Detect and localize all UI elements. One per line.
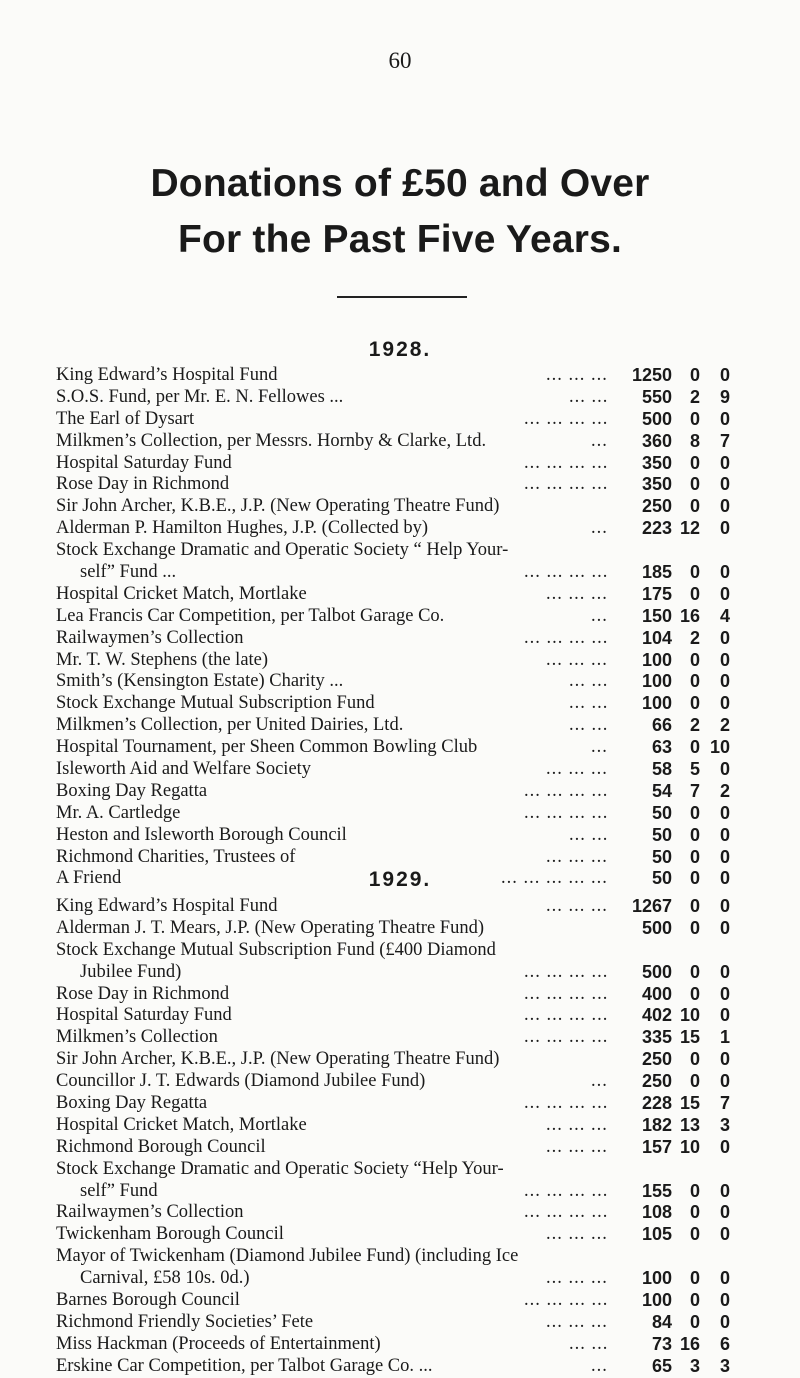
donor-label: Heston and Isleworth Borough Council [56,824,347,845]
amount-shillings: 5 [689,759,700,780]
leader-dots: ... ... ... ... [524,408,609,429]
amount-pounds: 50 [651,802,672,823]
donor-label: Hospital Cricket Match, Mortlake [56,1114,307,1135]
donation-row [56,1027,776,1049]
amount-shillings: 15 [679,1027,700,1048]
amount-shillings: 0 [689,1224,700,1245]
amount-shillings: 0 [689,408,700,429]
donor-label: Twickenham Borough Council [56,1224,284,1245]
donor-label: Stock Exchange Dramatic and Operatic Society “Help Your- [56,1158,504,1179]
amount-shillings: 3 [689,1355,700,1376]
entries-1928 [56,365,776,890]
amount-pounds: 150 [641,605,672,626]
donor-label: Milkmen’s Collection [56,1027,218,1048]
amount-pounds: 108 [641,1202,672,1223]
leader-dots: ... ... ... [546,1224,608,1245]
donation-row [56,650,776,672]
donation-row [56,1224,776,1246]
leader-dots: ... [591,605,608,626]
donation-row [56,562,776,584]
amount-pounds: 54 [651,780,672,801]
amount-pounds: 500 [641,408,672,429]
amount-pence: 0 [719,474,730,495]
amount-pence: 0 [719,452,730,473]
donor-label: Miss Hackman (Proceeds of Entertainment) [56,1333,381,1354]
donation-row [56,803,776,825]
donor-label: Carnival, £58 10s. 0d.) [80,1268,250,1289]
donation-row [56,671,776,693]
amount-pounds: 100 [641,649,672,670]
amount-shillings: 8 [689,430,700,451]
amount-pence: 0 [719,961,730,982]
donor-label: A Friend [56,868,122,889]
leader-dots: ... ... [569,1333,609,1354]
amount-shillings: 0 [689,496,700,517]
donation-row [56,606,776,628]
donation-row [56,409,776,431]
amount-pence: 0 [719,649,730,670]
amount-pounds: 58 [651,759,672,780]
donor-label: Boxing Day Regatta [56,780,208,801]
leader-dots: ... ... ... [546,1114,608,1135]
amount-shillings: 0 [689,1071,700,1092]
donor-label: Stock Exchange Mutual Subscription Fund (£400 Diamond [56,939,496,960]
amount-shillings: 0 [689,1049,700,1070]
leader-dots: ... ... ... ... [524,983,609,1004]
donor-label: Smith’s (Kensington Estate) Charity ... [56,671,344,692]
leader-dots: ... ... ... ... [524,562,609,583]
amount-shillings: 0 [689,896,700,916]
donor-label: Hospital Saturday Fund [56,452,232,473]
amount-pence: 0 [719,1268,730,1289]
amount-pounds: 400 [641,983,672,1004]
amount-pence: 0 [719,983,730,1004]
amount-pounds: 100 [641,1268,672,1289]
leader-dots: ... ... ... ... [524,452,609,473]
amount-pence: 0 [719,1202,730,1223]
donor-label: Railwaymen’s Collection [56,1202,244,1223]
donor-label: Mayor of Twickenham (Diamond Jubilee Fund) (including Ice [56,1246,519,1267]
amount-pence: 0 [719,896,730,916]
leader-dots: ... ... ... [546,846,608,867]
donation-row [56,1290,776,1312]
amount-shillings: 0 [689,868,700,889]
leader-dots: ... ... ... [546,1268,608,1289]
leader-dots: ... ... ... [546,896,608,916]
amount-pence: 3 [719,1355,730,1376]
amount-shillings: 0 [689,1290,700,1311]
donation-row [56,1268,776,1290]
amount-shillings: 0 [689,824,700,845]
amount-pence: 0 [719,846,730,867]
amount-pounds: 50 [651,846,672,867]
donation-row [56,365,776,387]
amount-pounds: 100 [641,1290,672,1311]
amount-pounds: 250 [641,496,672,517]
amount-pounds: 550 [641,386,672,407]
amount-pence: 0 [719,1224,730,1245]
leader-dots: ... ... ... ... [524,1093,609,1114]
amount-pounds: 50 [651,868,672,889]
amount-shillings: 0 [689,737,700,758]
amount-shillings: 0 [689,917,700,938]
donor-label: Barnes Borough Council [56,1290,240,1311]
amount-pounds: 175 [641,583,672,604]
leader-dots: ... [591,518,608,539]
amount-pence: 1 [719,1027,730,1048]
leader-dots: ... ... ... [546,759,608,780]
donation-row [56,431,776,453]
leader-dots: ... ... ... [546,1311,608,1332]
amount-pounds: 157 [641,1136,672,1157]
leader-dots: ... ... ... ... ... [501,868,608,889]
donation-row [56,496,776,518]
amount-pounds: 104 [641,627,672,648]
amount-shillings: 0 [689,583,700,604]
leader-dots: ... ... ... ... [524,780,609,801]
amount-pounds: 250 [641,1071,672,1092]
amount-pounds: 66 [651,715,672,736]
donor-label: Hospital Cricket Match, Mortlake [56,583,307,604]
page-heading-line2: For the Past Five Years. [177,218,623,261]
donor-label: King Edward’s Hospital Fund [56,365,278,385]
donor-label: Jubilee Fund) [80,961,182,982]
donor-label: Mr. T. W. Stephens (the late) [56,649,269,670]
donor-label: Isleworth Aid and Welfare Society [56,759,312,780]
amount-pence: 0 [719,671,730,692]
leader-dots: ... ... ... ... [524,1027,609,1048]
amount-pounds: 335 [641,1027,672,1048]
amount-shillings: 0 [689,649,700,670]
entries-1929 [56,896,776,1378]
amount-pounds: 250 [641,1049,672,1070]
donor-label: Mr. A. Cartledge [56,802,181,823]
donation-row [56,453,776,475]
amount-shillings: 0 [689,693,700,714]
leader-dots: ... ... ... [546,649,608,670]
page-heading-line1: Donations of £50 and Over [150,162,650,205]
leader-dots: ... ... ... ... [524,627,609,648]
donation-row [56,584,776,606]
donation-row [56,781,776,803]
donation-row [56,628,776,650]
amount-pence: 0 [719,1049,730,1070]
donation-row [56,1312,776,1334]
amount-pounds: 402 [641,1005,672,1026]
donor-label: Sir John Archer, K.B.E., J.P. (New Operating Theatre Fund) [56,1049,500,1070]
donation-row [56,518,776,540]
amount-pounds: 500 [641,917,672,938]
donor-label: Richmond Friendly Societies’ Fete [56,1311,314,1332]
amount-shillings: 16 [679,1333,700,1354]
amount-pence: 0 [719,408,730,429]
amount-pence: 0 [719,1136,730,1157]
amount-pence: 0 [719,1180,730,1201]
donor-label: King Edward’s Hospital Fund [56,896,278,916]
amount-pence: 0 [719,802,730,823]
leader-dots: ... [591,1355,608,1376]
donation-row [56,1115,776,1137]
donation-row [56,540,776,562]
donor-label: Alderman J. T. Mears, J.P. (New Operating Theatre Fund) [56,917,484,938]
amount-shillings: 2 [689,715,700,736]
donation-row [56,1181,776,1203]
amount-pounds: 100 [641,693,672,714]
amount-pence: 0 [719,759,730,780]
donation-row [56,1005,776,1027]
amount-pounds: 65 [651,1355,672,1376]
donor-label: Railwaymen’s Collection [56,627,244,648]
amount-shillings: 10 [679,1005,700,1026]
amount-shillings: 0 [689,961,700,982]
amount-pence: 7 [719,1093,730,1114]
amount-shillings: 2 [689,386,700,407]
donation-row [56,693,776,715]
donor-label: Alderman P. Hamilton Hughes, J.P. (Collected by) [56,518,429,539]
donation-row [56,1159,776,1181]
amount-pence: 7 [719,430,730,451]
amount-pence: 0 [719,1290,730,1311]
amount-shillings: 0 [689,983,700,1004]
donor-label: Boxing Day Regatta [56,1093,208,1114]
amount-pence: 0 [719,917,730,938]
donation-row [56,896,776,918]
donor-label: Richmond Charities, Trustees of [56,846,296,867]
amount-shillings: 0 [689,846,700,867]
amount-pounds: 182 [641,1114,672,1135]
amount-pence: 0 [719,365,730,385]
amount-pounds: 1267 [631,896,672,916]
donor-label: Rose Day in Richmond [56,474,230,495]
leader-dots: ... ... ... ... [524,474,609,495]
donor-label: Rose Day in Richmond [56,983,230,1004]
leader-dots: ... ... [569,386,609,407]
amount-pence: 0 [719,1311,730,1332]
amount-pounds: 84 [651,1311,672,1332]
amount-pounds: 223 [641,518,672,539]
donation-row [56,847,776,869]
donation-row [56,940,776,962]
donation-row [56,1334,776,1356]
leader-dots: ... ... ... ... [524,802,609,823]
amount-shillings: 0 [689,1202,700,1223]
leader-dots: ... ... [569,693,609,714]
leader-dots: ... [591,430,608,451]
amount-shillings: 13 [679,1114,700,1135]
leader-dots: ... ... ... ... [524,1180,609,1201]
amount-pence: 6 [719,1333,730,1354]
amount-pence: 2 [719,715,730,736]
amount-shillings: 10 [679,1136,700,1157]
amount-pounds: 50 [651,824,672,845]
amount-shillings: 16 [679,605,700,626]
donation-row [56,1202,776,1224]
donation-row [56,715,776,737]
leader-dots: ... ... ... [546,583,608,604]
amount-shillings: 0 [689,1180,700,1201]
leader-dots: ... ... ... ... [524,1005,609,1026]
leader-dots: ... ... [569,824,609,845]
leader-dots: ... ... ... ... [524,1290,609,1311]
donor-label: Lea Francis Car Competition, per Talbot Garage Co. [56,605,445,626]
leader-dots: ... ... ... ... [524,961,609,982]
donation-row [56,1137,776,1159]
amount-shillings: 0 [689,671,700,692]
amount-pounds: 155 [641,1180,672,1201]
amount-shillings: 0 [689,1311,700,1332]
amount-pence: 9 [719,386,730,407]
leader-dots: ... ... ... [546,365,608,385]
amount-pence: 4 [719,605,730,626]
amount-pence: 0 [719,693,730,714]
amount-pounds: 500 [641,961,672,982]
donation-row [56,759,776,781]
amount-pence: 2 [719,780,730,801]
amount-pounds: 350 [641,474,672,495]
donation-row [56,984,776,1006]
amount-shillings: 2 [689,627,700,648]
donation-row [56,962,776,984]
amount-pounds: 63 [651,737,672,758]
donor-label: Stock Exchange Mutual Subscription Fund [56,693,375,714]
donor-label: Milkmen’s Collection, per United Dairies, Ltd. [56,715,404,736]
amount-pence: 0 [719,518,730,539]
leader-dots: ... ... [569,715,609,736]
year-heading-1929: 1929. [368,868,432,891]
donor-label: Erskine Car Competition, per Talbot Garage Co. ... [56,1355,433,1376]
amount-shillings: 7 [689,780,700,801]
amount-shillings: 0 [689,365,700,385]
amount-shillings: 0 [689,562,700,583]
donor-label: S.O.S. Fund, per Mr. E. N. Fellowes ... [56,386,344,407]
donor-label: self” Fund ... [80,562,177,583]
amount-shillings: 0 [689,452,700,473]
amount-pence: 3 [719,1114,730,1135]
year-heading-1928: 1928. [368,338,432,361]
amount-pence: 0 [719,496,730,517]
donation-row [56,825,776,847]
donation-row [56,387,776,409]
amount-shillings: 15 [679,1093,700,1114]
donor-label: Sir John Archer, K.B.E., J.P. (New Operating Theatre Fund) [56,496,500,517]
donor-label: Hospital Tournament, per Sheen Common Bowling Club [56,737,478,758]
amount-shillings: 0 [689,1268,700,1289]
donation-row [56,1071,776,1093]
amount-shillings: 12 [679,518,700,539]
donation-row [56,474,776,496]
amount-shillings: 0 [689,802,700,823]
amount-pence: 0 [719,627,730,648]
donor-label: self” Fund [80,1180,158,1201]
amount-pence: 0 [719,868,730,889]
donation-row [56,1049,776,1071]
amount-pounds: 1250 [631,365,672,385]
donor-label: Stock Exchange Dramatic and Operatic Society “ Help Your- [56,540,509,561]
donation-row [56,1246,776,1268]
amount-pence: 0 [719,583,730,604]
amount-pounds: 360 [641,430,672,451]
donor-label: Richmond Borough Council [56,1136,266,1157]
leader-dots: ... ... ... [546,1136,608,1157]
amount-pence: 10 [709,737,730,758]
donation-row [56,1093,776,1115]
donation-row [56,918,776,940]
amount-pounds: 350 [641,452,672,473]
amount-pounds: 228 [641,1093,672,1114]
amount-pence: 0 [719,562,730,583]
donor-label: Milkmen’s Collection, per Messrs. Hornby & Clarke, Ltd. [56,430,487,451]
amount-pence: 0 [719,1071,730,1092]
amount-pence: 0 [719,824,730,845]
page-number: 60 [388,48,412,73]
amount-pounds: 105 [641,1224,672,1245]
donor-label: Councillor J. T. Edwards (Diamond Jubilee Fund) [56,1071,426,1092]
amount-pounds: 73 [651,1333,672,1354]
leader-dots: ... ... [569,671,609,692]
heading-rule [337,296,467,298]
amount-pence: 0 [719,1005,730,1026]
leader-dots: ... ... ... ... [524,1202,609,1223]
amount-shillings: 0 [689,474,700,495]
donation-row [56,737,776,759]
leader-dots: ... [591,1071,608,1092]
donor-label: The Earl of Dysart [56,408,195,429]
donor-label: Hospital Saturday Fund [56,1005,232,1026]
amount-pounds: 100 [641,671,672,692]
amount-pounds: 185 [641,562,672,583]
donation-row [56,1356,776,1378]
leader-dots: ... [591,737,608,758]
